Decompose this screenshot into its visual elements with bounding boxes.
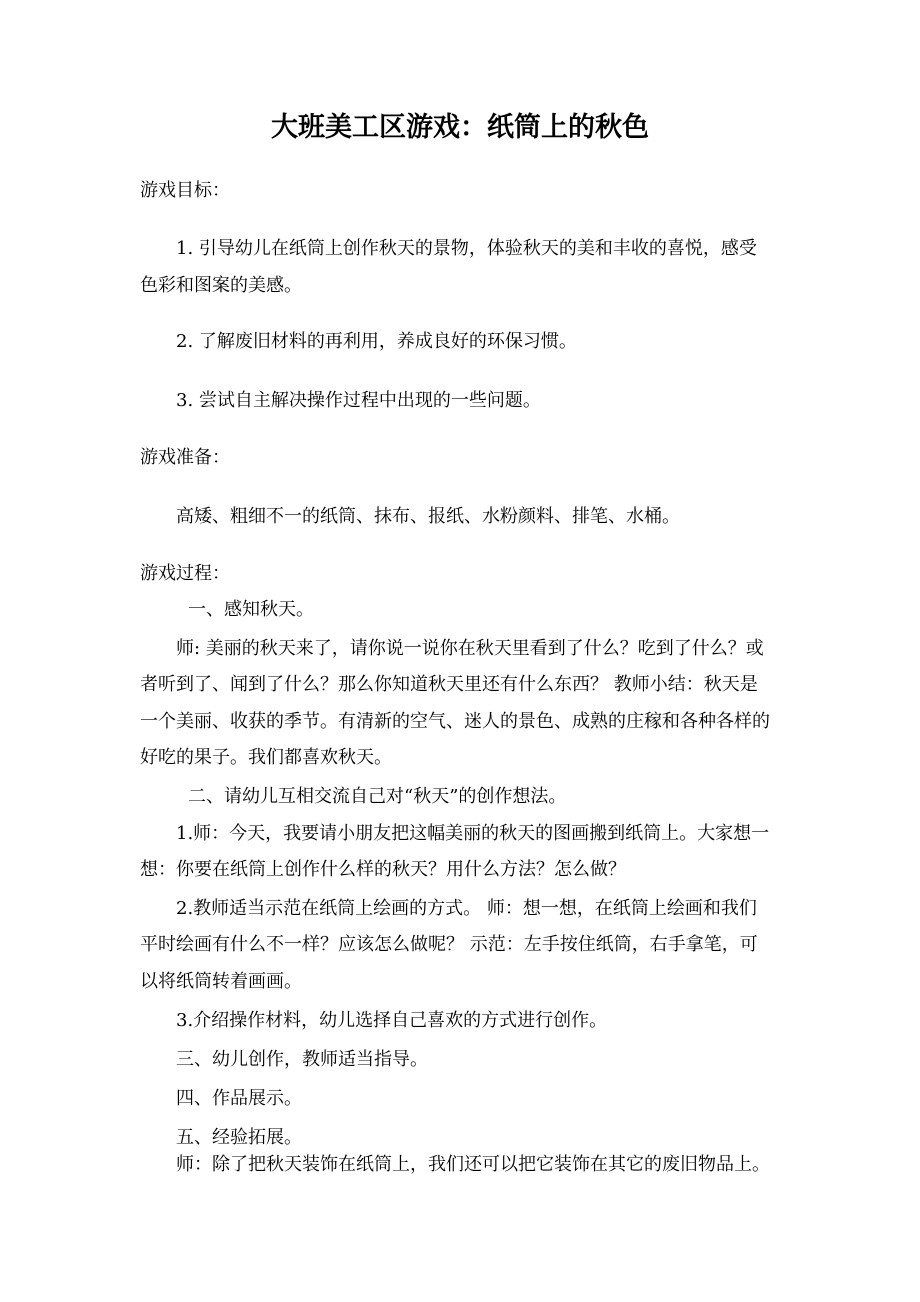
paragraph-line: 以将纸筒转着画画。 bbox=[140, 971, 302, 992]
paragraph-line: 平时绘画有什么不一样？应该怎么做呢？ 示范：左手按住纸筒，右手拿笔，可 bbox=[140, 934, 758, 955]
paragraph-line: 色彩和图案的美感。 bbox=[140, 275, 302, 296]
document-title: 大班美工区游戏：纸筒上的秋色 bbox=[271, 112, 649, 143]
paragraph-line: 2. 了解废旧材料的再利用，养成良好的环保习惯。 bbox=[176, 331, 577, 352]
paragraph-line: 2.教师适当示范在纸筒上绘画的方式。 师：想一想，在纸筒上绘画和我们 bbox=[176, 898, 757, 919]
paragraph-line: 1.师：今天，我要请小朋友把这幅美丽的秋天的图画搬到纸筒上。大家想一 bbox=[176, 823, 770, 844]
section-heading-goals: 游戏目标： bbox=[140, 180, 230, 201]
paragraph-line: 二、请幼儿互相交流自己对“秋天”的创作想法。 bbox=[188, 786, 567, 807]
paragraph-line: 想：你要在纸筒上创作什么样的秋天？用什么方法？怎么做？ bbox=[140, 859, 626, 880]
paragraph-line: 者听到了、闻到了什么？那么你知道秋天里还有什么东西？ 教师小结：秋天是 bbox=[140, 674, 758, 695]
paragraph-line: 3. 尝试自主解决操作过程中出现的一些问题。 bbox=[176, 390, 541, 411]
paragraph-line: 三、幼儿创作，教师适当指导。 bbox=[176, 1049, 428, 1070]
paragraph-line: 好吃的果子。我们都喜欢秋天。 bbox=[140, 747, 392, 768]
paragraph-line: 一、感知秋天。 bbox=[188, 599, 314, 620]
paragraph-line: 师: 美丽的秋天来了，请你说一说你在秋天里看到了什么？吃到了什么？或 bbox=[176, 638, 764, 659]
section-heading-process: 游戏过程： bbox=[140, 563, 230, 584]
paragraph-line: 高矮、粗细不一的纸筒、抹布、报纸、水粉颜料、排笔、水桶。 bbox=[176, 506, 680, 527]
paragraph-line: 一个美丽、收获的季节。有清新的空气、迷人的景色、成熟的庄稼和各种各样的 bbox=[140, 711, 770, 732]
paragraph-line: 五、经验拓展。 bbox=[176, 1127, 302, 1148]
paragraph-line: 1. 引导幼儿在纸筒上创作秋天的景物，体验秋天的美和丰收的喜悦，感受 bbox=[176, 238, 757, 259]
paragraph-line: 3.介绍操作材料，幼儿选择自己喜欢的方式进行创作。 bbox=[176, 1010, 608, 1031]
paragraph-line: 师：除了把秋天装饰在纸筒上，我们还可以把它装饰在其它的废旧物品上。 bbox=[176, 1154, 770, 1175]
paragraph-line: 四、作品展示。 bbox=[176, 1088, 302, 1109]
section-heading-preparation: 游戏准备： bbox=[140, 447, 230, 468]
